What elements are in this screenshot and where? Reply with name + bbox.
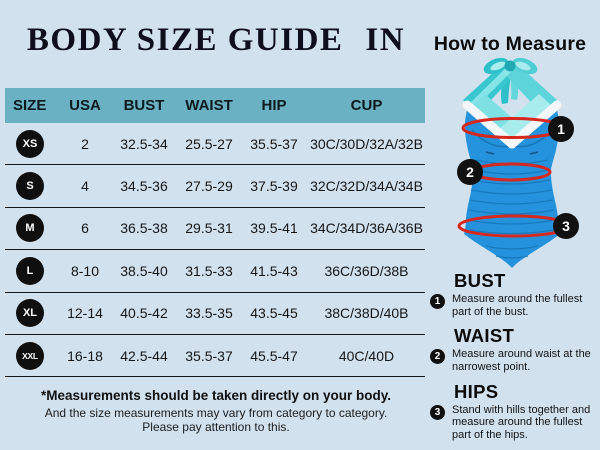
measure-step <box>428 381 600 442</box>
cell-hip: 35.5-37 <box>250 135 298 152</box>
step-number-badge: 3 <box>430 405 445 420</box>
cell-bust: 38.5-40 <box>120 262 168 279</box>
table-row <box>5 208 425 250</box>
swimsuit-svg <box>430 56 590 271</box>
col-header-hip: HIP <box>261 97 287 114</box>
cell-hip: 45.5-47 <box>250 347 298 364</box>
cell-usa: 4 <box>81 178 89 195</box>
table-row <box>5 165 425 207</box>
cell-waist: 31.5-33 <box>185 262 233 279</box>
table-body <box>5 123 425 377</box>
table-row <box>5 335 425 377</box>
marker-1 <box>548 116 574 142</box>
cell-hip: 43.5-45 <box>250 305 298 322</box>
table-header-row <box>5 88 425 123</box>
table-row <box>5 293 425 335</box>
footnote-line1: *Measurements should be taken directly on your body. <box>40 388 392 403</box>
measure-step <box>428 270 600 318</box>
step-name: WAIST <box>454 325 515 347</box>
step-description: Stand with hills together and measure around the fullest part of the hips. <box>452 403 591 441</box>
footnote-line2: And the size measurements may vary from category to category. <box>44 406 388 420</box>
measure-step <box>428 325 600 373</box>
step-number-badge: 2 <box>430 349 445 364</box>
size-table <box>5 88 425 377</box>
swimsuit-illustration <box>430 56 590 271</box>
step-name: BUST <box>454 270 506 291</box>
footnote-line3: Please pay attention to this. <box>142 420 290 435</box>
cell-waist: 33.5-35 <box>185 305 233 322</box>
step-description: Measure around the fullest part of the bust. <box>452 293 583 318</box>
cell-waist: 27.5-29 <box>185 178 233 195</box>
cell-bust: 42.5-44 <box>120 347 168 364</box>
unit-label: IN <box>365 22 406 58</box>
measure-steps <box>428 270 600 441</box>
step-name: HIPS <box>454 380 499 402</box>
cell-waist: 25.5-27 <box>185 135 233 152</box>
cell-bust: 40.5-42 <box>120 305 168 322</box>
footnote <box>0 388 432 435</box>
size-badge: XXL <box>16 342 44 370</box>
cell-cup: 38C/38D/40B <box>324 305 409 322</box>
cell-waist: 35.5-37 <box>185 347 233 364</box>
cell-cup: 30C/30D/32A/32B <box>310 135 423 152</box>
table-row <box>5 250 425 292</box>
size-badge: S <box>16 172 44 200</box>
cell-bust: 34.5-36 <box>120 178 168 195</box>
size-badge: XL <box>16 299 44 327</box>
svg-text:2: 2 <box>466 164 474 181</box>
cell-usa: 16-18 <box>67 347 103 364</box>
cell-cup: 32C/32D/34A/34B <box>310 178 423 195</box>
cell-hip: 39.5-41 <box>250 220 298 237</box>
cell-bust: 36.5-38 <box>120 220 168 237</box>
marker-2 <box>457 159 483 185</box>
cell-usa: 12-14 <box>67 305 103 322</box>
cell-hip: 41.5-43 <box>250 262 298 279</box>
step-description: Measure around waist at the narrowest point. <box>452 348 591 373</box>
table-row <box>5 123 425 165</box>
cell-usa: 2 <box>81 135 89 152</box>
cell-usa: 6 <box>81 220 89 237</box>
size-badge: XS <box>16 130 44 158</box>
page-title-text: BODY SIZE GUIDE <box>26 22 344 58</box>
size-badge: L <box>16 257 44 285</box>
cell-hip: 37.5-39 <box>250 178 298 195</box>
cell-cup: 40C/40D <box>338 347 395 364</box>
cell-bust: 32.5-34 <box>120 135 168 152</box>
cell-waist: 29.5-31 <box>185 220 233 237</box>
svg-text:3: 3 <box>562 218 570 235</box>
col-header-waist: WAIST <box>185 97 233 114</box>
col-header-cup: CUP <box>350 97 383 114</box>
cell-cup: 36C/36D/38B <box>324 262 409 279</box>
page-title <box>0 22 432 59</box>
cell-usa: 8-10 <box>70 262 100 279</box>
cell-cup: 34C/34D/36A/36B <box>310 220 423 237</box>
col-header-usa: USA <box>69 97 101 114</box>
how-to-measure-heading: How to Measure <box>433 33 587 55</box>
col-header-size: SIZE <box>13 97 47 114</box>
svg-text:1: 1 <box>557 121 565 138</box>
bow-knot <box>505 61 516 72</box>
size-badge: M <box>16 214 44 242</box>
marker-3 <box>553 213 579 239</box>
col-header-bust: BUST <box>123 97 165 114</box>
step-number-badge: 1 <box>430 294 445 309</box>
